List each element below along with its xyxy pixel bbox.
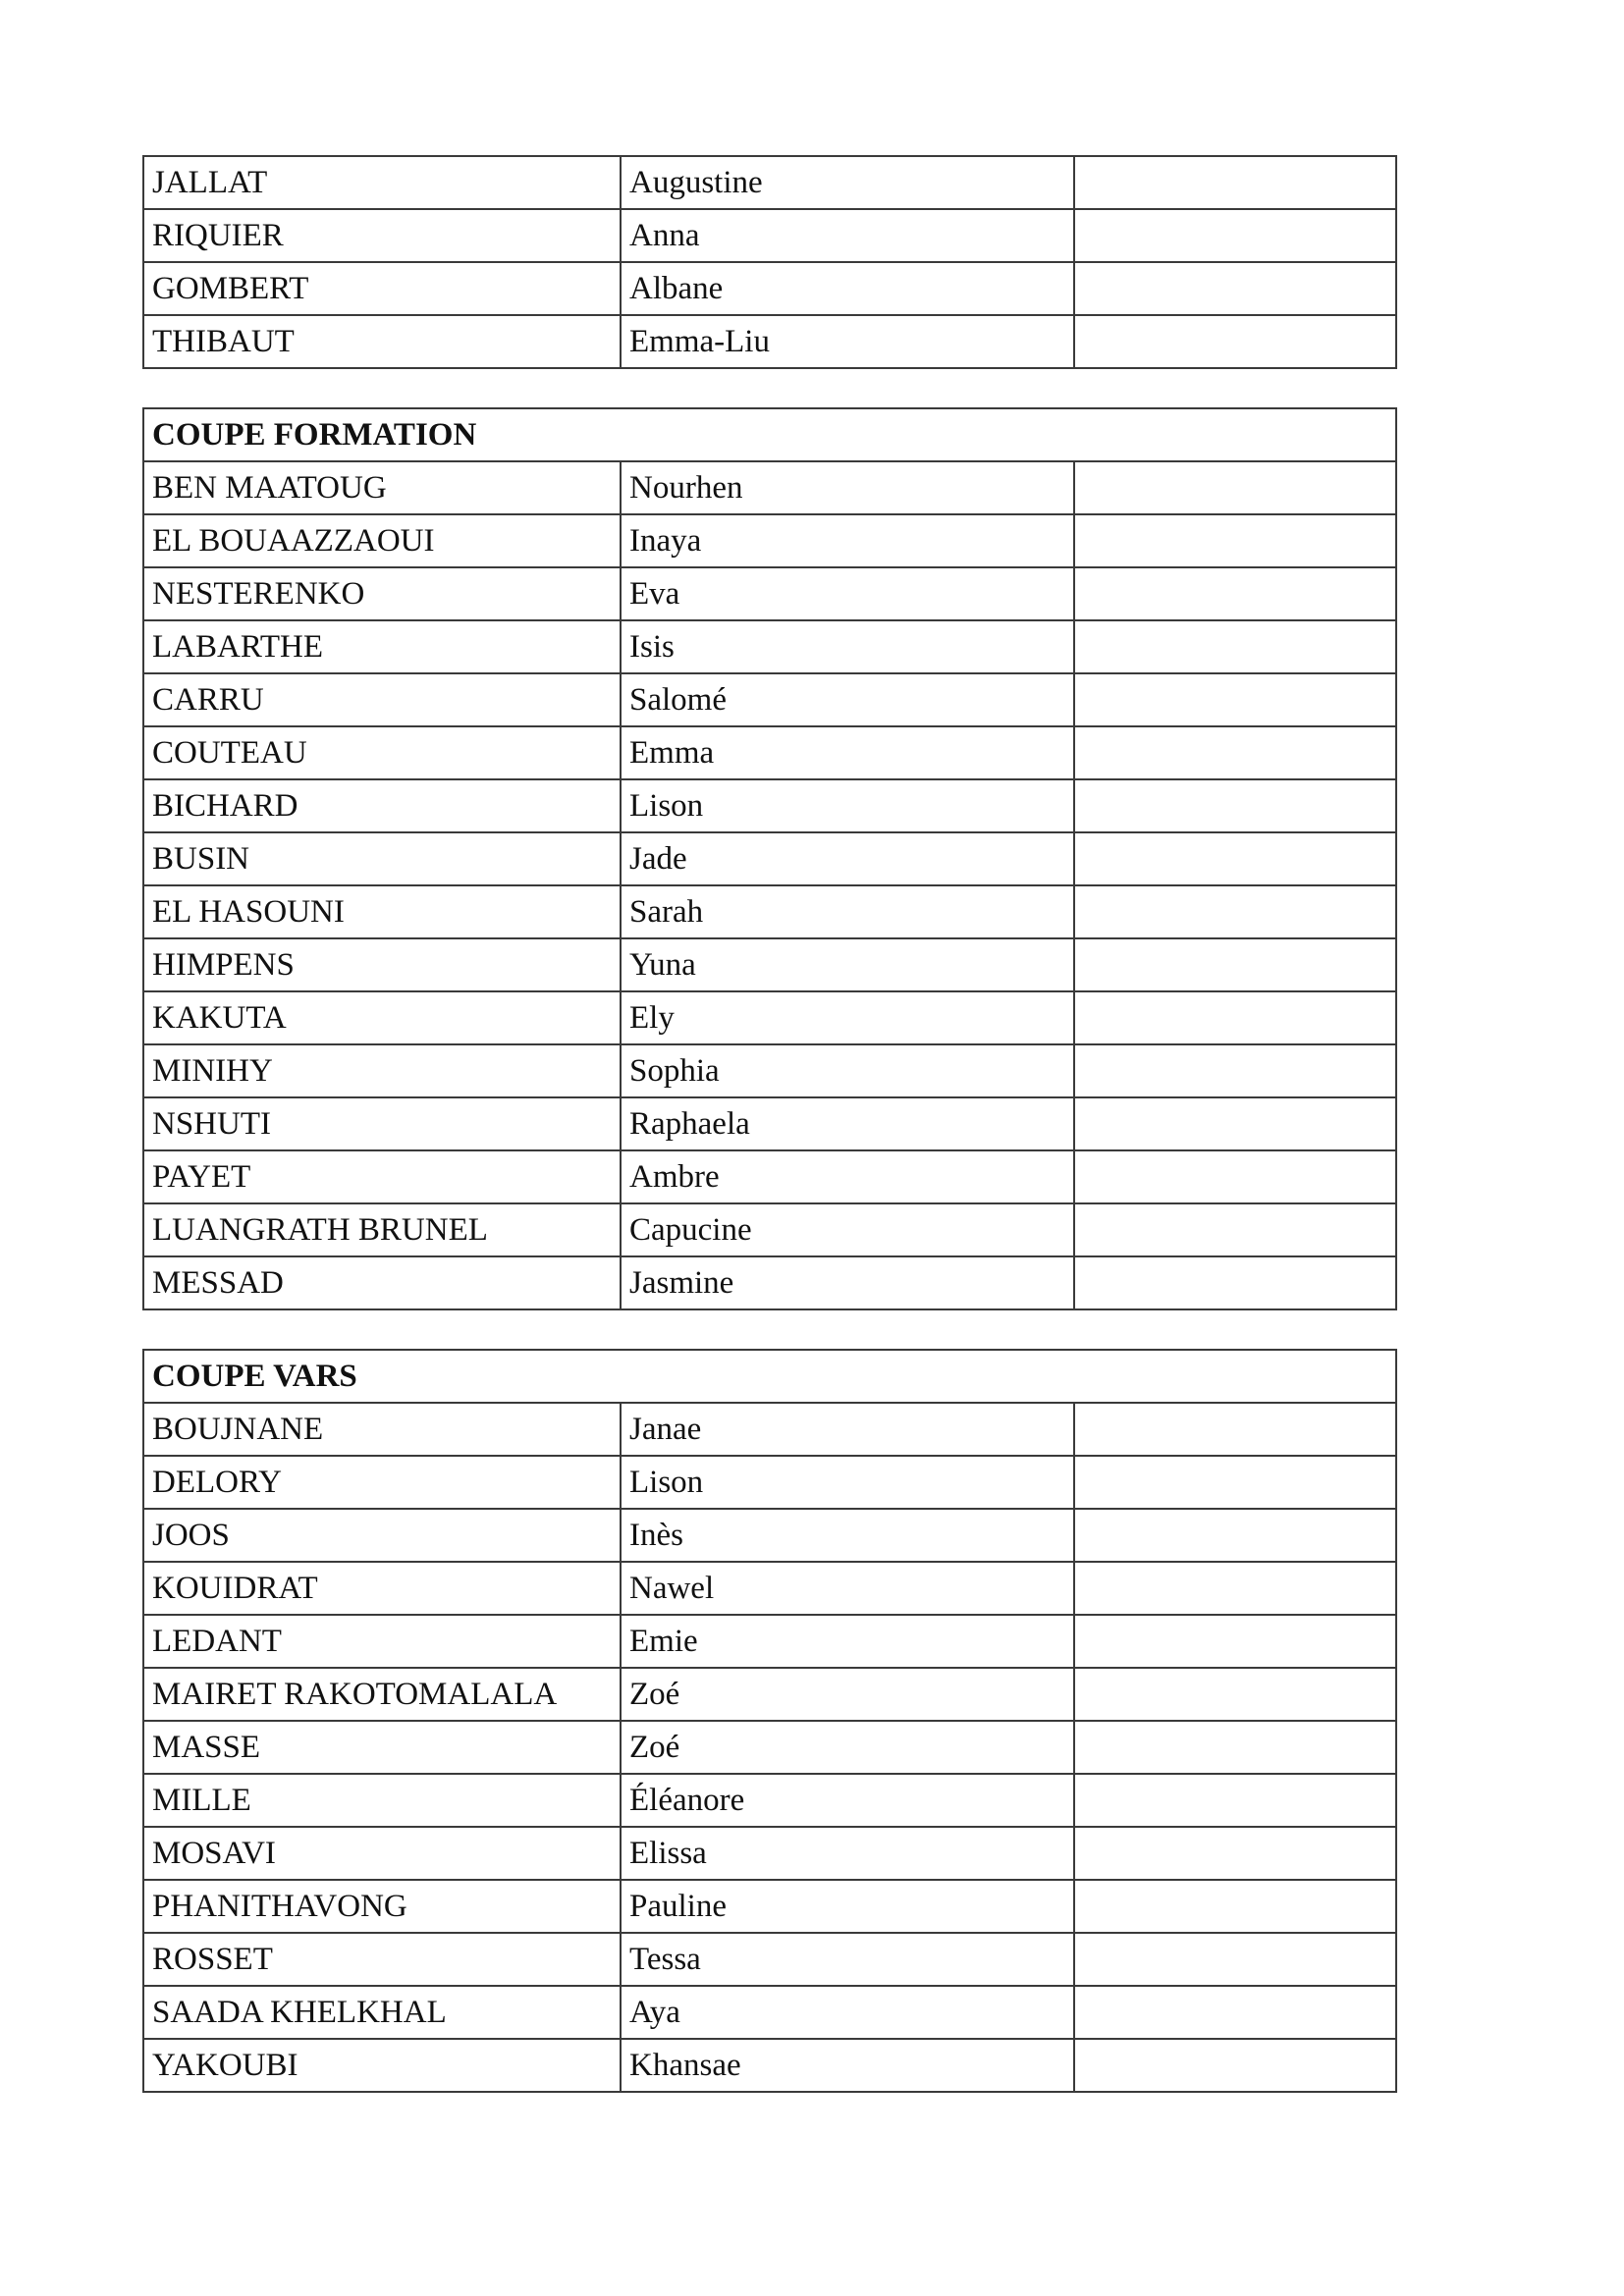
mark-cell: [1074, 832, 1396, 885]
mark-cell: [1074, 2039, 1396, 2092]
last-name-cell: ROSSET: [143, 1933, 621, 1986]
table-row: [143, 1256, 1396, 1309]
section-header-row: [143, 1350, 1396, 1403]
mark-cell: [1074, 514, 1396, 567]
last-name-cell: KAKUTA: [143, 991, 621, 1044]
table-row: [143, 1456, 1396, 1509]
mark-cell: [1074, 1774, 1396, 1827]
mark-cell: [1074, 1615, 1396, 1668]
mark-cell: [1074, 1097, 1396, 1150]
last-name-cell: CARRU: [143, 673, 621, 726]
first-name-cell: Pauline: [621, 1880, 1074, 1933]
first-name-cell: Tessa: [621, 1933, 1074, 1986]
first-name-cell: Zoé: [621, 1721, 1074, 1774]
mark-cell: [1074, 461, 1396, 514]
last-name-cell: EL BOUAAZZAOUI: [143, 514, 621, 567]
table-row: [143, 209, 1396, 262]
roster-table: [142, 155, 1397, 369]
first-name-cell: Inès: [621, 1509, 1074, 1562]
last-name-cell: NESTERENKO: [143, 567, 621, 620]
mark-cell: [1074, 991, 1396, 1044]
first-name-cell: Nawel: [621, 1562, 1074, 1615]
table-row: [143, 1668, 1396, 1721]
first-name-cell: Salomé: [621, 673, 1074, 726]
first-name-cell: Zoé: [621, 1668, 1074, 1721]
last-name-cell: BOUJNANE: [143, 1403, 621, 1456]
first-name-cell: Khansae: [621, 2039, 1074, 2092]
mark-cell: [1074, 779, 1396, 832]
table-row: [143, 1097, 1396, 1150]
last-name-cell: BEN MAATOUG: [143, 461, 621, 514]
last-name-cell: SAADA KHELKHAL: [143, 1986, 621, 2039]
first-name-cell: Augustine: [621, 156, 1074, 209]
table-row: [143, 1827, 1396, 1880]
table-row: [143, 1562, 1396, 1615]
last-name-cell: MINIHY: [143, 1044, 621, 1097]
table-row: [143, 885, 1396, 938]
first-name-cell: Emma-Liu: [621, 315, 1074, 368]
first-name-cell: Capucine: [621, 1203, 1074, 1256]
mark-cell: [1074, 1668, 1396, 1721]
last-name-cell: MASSE: [143, 1721, 621, 1774]
first-name-cell: Elissa: [621, 1827, 1074, 1880]
last-name-cell: HIMPENS: [143, 938, 621, 991]
last-name-cell: JALLAT: [143, 156, 621, 209]
last-name-cell: COUTEAU: [143, 726, 621, 779]
last-name-cell: BICHARD: [143, 779, 621, 832]
last-name-cell: GOMBERT: [143, 262, 621, 315]
last-name-cell: JOOS: [143, 1509, 621, 1562]
last-name-cell: MOSAVI: [143, 1827, 621, 1880]
first-name-cell: Emma: [621, 726, 1074, 779]
first-name-cell: Jasmine: [621, 1256, 1074, 1309]
mark-cell: [1074, 673, 1396, 726]
table-row: [143, 1986, 1396, 2039]
table-row: [143, 1933, 1396, 1986]
table-row: [143, 726, 1396, 779]
table-row: [143, 673, 1396, 726]
last-name-cell: KOUIDRAT: [143, 1562, 621, 1615]
last-name-cell: DELORY: [143, 1456, 621, 1509]
mark-cell: [1074, 1203, 1396, 1256]
roster-table: [142, 407, 1397, 1310]
table-row: [143, 567, 1396, 620]
mark-cell: [1074, 315, 1396, 368]
table-row: [143, 832, 1396, 885]
mark-cell: [1074, 1403, 1396, 1456]
last-name-cell: MESSAD: [143, 1256, 621, 1309]
section-title: COUPE FORMATION: [143, 408, 1396, 461]
mark-cell: [1074, 885, 1396, 938]
table-row: [143, 1721, 1396, 1774]
roster-table: [142, 1349, 1397, 2093]
section-title: COUPE VARS: [143, 1350, 1396, 1403]
mark-cell: [1074, 1256, 1396, 1309]
mark-cell: [1074, 262, 1396, 315]
mark-cell: [1074, 1509, 1396, 1562]
first-name-cell: Sarah: [621, 885, 1074, 938]
table-row: [143, 156, 1396, 209]
mark-cell: [1074, 938, 1396, 991]
first-name-cell: Janae: [621, 1403, 1074, 1456]
last-name-cell: YAKOUBI: [143, 2039, 621, 2092]
first-name-cell: Nourhen: [621, 461, 1074, 514]
table-row: [143, 461, 1396, 514]
table-row: [143, 514, 1396, 567]
roster-document: [142, 155, 1395, 2093]
first-name-cell: Lison: [621, 1456, 1074, 1509]
last-name-cell: LUANGRATH BRUNEL: [143, 1203, 621, 1256]
table-row: [143, 315, 1396, 368]
table-row: [143, 2039, 1396, 2092]
first-name-cell: Anna: [621, 209, 1074, 262]
first-name-cell: Sophia: [621, 1044, 1074, 1097]
last-name-cell: EL HASOUNI: [143, 885, 621, 938]
first-name-cell: Albane: [621, 262, 1074, 315]
table-row: [143, 1509, 1396, 1562]
mark-cell: [1074, 726, 1396, 779]
last-name-cell: MILLE: [143, 1774, 621, 1827]
last-name-cell: PAYET: [143, 1150, 621, 1203]
mark-cell: [1074, 1044, 1396, 1097]
table-row: [143, 991, 1396, 1044]
mark-cell: [1074, 1721, 1396, 1774]
mark-cell: [1074, 209, 1396, 262]
last-name-cell: MAIRET RAKOTOMALALA: [143, 1668, 621, 1721]
last-name-cell: RIQUIER: [143, 209, 621, 262]
mark-cell: [1074, 1986, 1396, 2039]
last-name-cell: NSHUTI: [143, 1097, 621, 1150]
table-row: [143, 938, 1396, 991]
first-name-cell: Ambre: [621, 1150, 1074, 1203]
last-name-cell: LABARTHE: [143, 620, 621, 673]
last-name-cell: PHANITHAVONG: [143, 1880, 621, 1933]
mark-cell: [1074, 1933, 1396, 1986]
last-name-cell: THIBAUT: [143, 315, 621, 368]
table-row: [143, 1203, 1396, 1256]
first-name-cell: Aya: [621, 1986, 1074, 2039]
table-row: [143, 1880, 1396, 1933]
mark-cell: [1074, 1456, 1396, 1509]
mark-cell: [1074, 1880, 1396, 1933]
last-name-cell: LEDANT: [143, 1615, 621, 1668]
first-name-cell: Yuna: [621, 938, 1074, 991]
table-row: [143, 1615, 1396, 1668]
section-header-row: [143, 408, 1396, 461]
first-name-cell: Emie: [621, 1615, 1074, 1668]
table-row: [143, 262, 1396, 315]
mark-cell: [1074, 1827, 1396, 1880]
first-name-cell: Lison: [621, 779, 1074, 832]
mark-cell: [1074, 1150, 1396, 1203]
table-row: [143, 1403, 1396, 1456]
table-row: [143, 779, 1396, 832]
mark-cell: [1074, 1562, 1396, 1615]
first-name-cell: Raphaela: [621, 1097, 1074, 1150]
mark-cell: [1074, 567, 1396, 620]
first-name-cell: Isis: [621, 620, 1074, 673]
table-row: [143, 1150, 1396, 1203]
table-row: [143, 1044, 1396, 1097]
first-name-cell: Eva: [621, 567, 1074, 620]
mark-cell: [1074, 620, 1396, 673]
table-row: [143, 1774, 1396, 1827]
first-name-cell: Éléanore: [621, 1774, 1074, 1827]
last-name-cell: BUSIN: [143, 832, 621, 885]
first-name-cell: Jade: [621, 832, 1074, 885]
first-name-cell: Inaya: [621, 514, 1074, 567]
table-row: [143, 620, 1396, 673]
mark-cell: [1074, 156, 1396, 209]
first-name-cell: Ely: [621, 991, 1074, 1044]
